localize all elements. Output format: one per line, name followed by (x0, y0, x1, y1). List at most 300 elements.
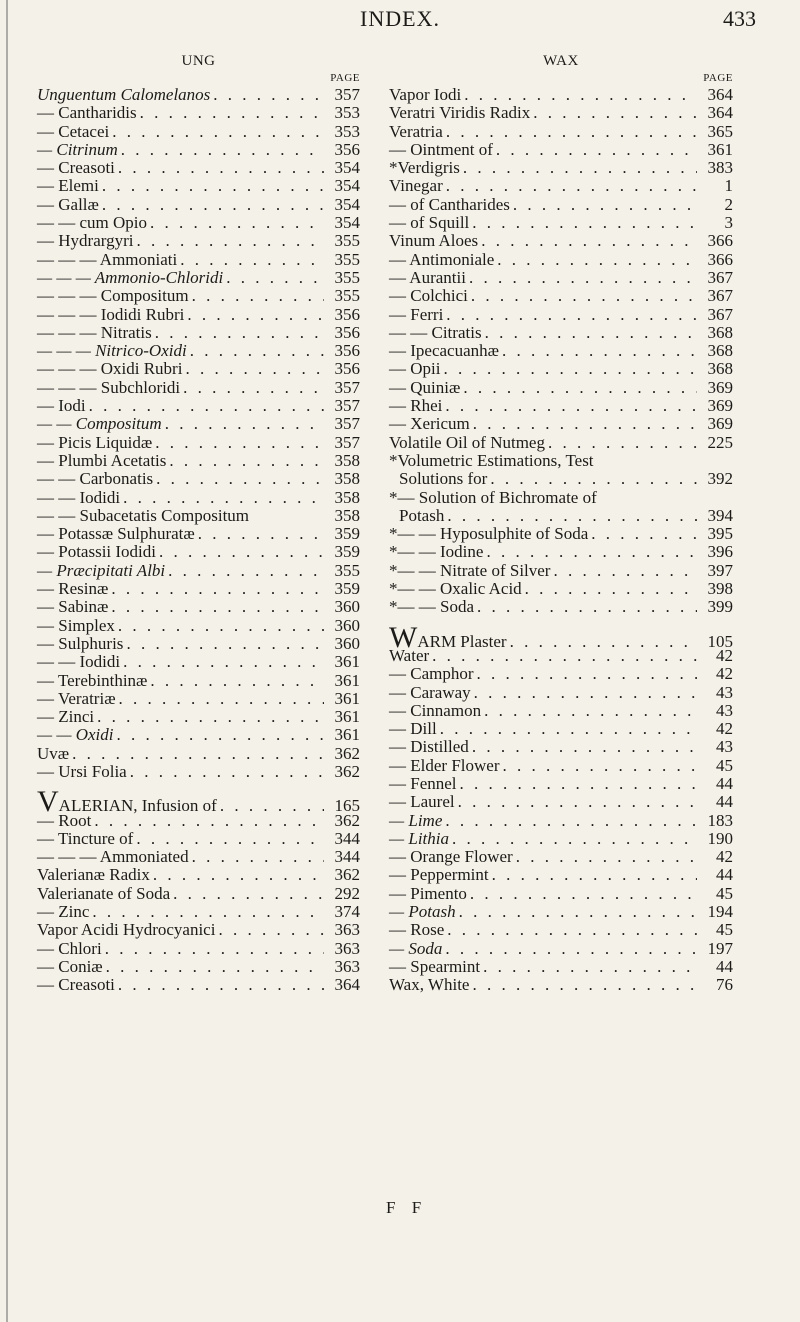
dot-leader (460, 159, 697, 177)
entry-text: — Zinci (37, 707, 95, 727)
index-entry (389, 251, 733, 269)
entry-text: — Citrinum (37, 139, 118, 159)
entry-text: — — — Iodidi Rubri (37, 304, 185, 324)
entry-text: — Lime (389, 810, 443, 830)
index-entry (389, 306, 733, 324)
dot-leader (471, 684, 697, 702)
entry-text: — Iodi (37, 396, 86, 416)
index-entry (37, 525, 360, 543)
index-entry (389, 598, 733, 616)
index-entry (37, 885, 360, 903)
entry-text: — Coniæ (37, 956, 103, 976)
entry-label (37, 507, 249, 525)
entry-text: — — Iodidi (37, 487, 121, 507)
entry-label (37, 342, 187, 360)
dot-leader (442, 940, 697, 958)
entry-label (389, 720, 437, 738)
entry-text: — Caraway (389, 682, 471, 702)
entry-label (37, 434, 152, 452)
dot-leader (165, 562, 324, 580)
index-entry (37, 848, 360, 866)
entry-page-number: 360 (334, 615, 360, 635)
entry-page-number: 1 (724, 176, 733, 196)
entry-text: *— — Soda (389, 597, 474, 617)
entry-page-number: 361 (334, 725, 360, 745)
right-page-heading: PAGE (703, 72, 733, 84)
index-entry (37, 452, 360, 470)
entry-label (389, 793, 455, 811)
entry-page-number: 362 (334, 761, 360, 781)
entry-page-number: 354 (334, 158, 360, 178)
index-entry (37, 489, 360, 507)
entry-page-number: 362 (334, 810, 360, 830)
entry-label (37, 672, 147, 690)
entry-label (37, 562, 165, 580)
entry-page-number: 361 (334, 707, 360, 727)
entry-text: — of Squill (389, 213, 470, 233)
entry-label (37, 653, 120, 671)
entry-label (389, 958, 480, 976)
index-entry (37, 562, 360, 580)
index-entry (37, 580, 360, 598)
entry-label (389, 287, 468, 305)
entry-page-number: 353 (334, 121, 360, 141)
entry-label (389, 507, 444, 525)
entry-label (389, 903, 456, 921)
entry-page-number: 44 (716, 773, 733, 793)
entry-label (389, 738, 469, 756)
entry-label (37, 397, 86, 415)
entry-label (37, 196, 99, 214)
entry-text: Veratria (389, 121, 443, 141)
dot-leader (442, 812, 697, 830)
entry-text: — — Citratis (389, 322, 482, 342)
page-edge-line (6, 0, 8, 1322)
entry-label (389, 684, 471, 702)
entry-label (37, 360, 182, 378)
entry-page-number: 43 (716, 737, 733, 757)
entry-text: ARM Plaster (417, 631, 507, 651)
entry-page-number: 45 (716, 920, 733, 940)
dot-leader (99, 196, 324, 214)
entry-label (389, 251, 494, 269)
entry-page-number: 357 (334, 432, 360, 452)
entry-page-number: 357 (334, 377, 360, 397)
index-entry (37, 672, 360, 690)
entry-text: — Picis Liquidæ (37, 432, 153, 452)
entry-page-number: 355 (334, 249, 360, 269)
entry-page-number: 357 (334, 414, 360, 434)
dot-leader (137, 104, 324, 122)
index-entry (389, 543, 733, 561)
entry-label (389, 866, 489, 884)
index-entry (37, 177, 360, 195)
index-entry (37, 812, 360, 830)
entry-page-number: 369 (707, 396, 733, 416)
entry-text: ALERIAN, Infusion of (58, 796, 217, 816)
left-column (37, 52, 360, 995)
entry-text: — Plumbi Acetatis (37, 450, 167, 470)
entry-page-number: 356 (334, 139, 360, 159)
index-entry (389, 141, 733, 159)
entry-label (37, 940, 102, 958)
entry-label (37, 104, 137, 122)
index-entry (389, 885, 733, 903)
entry-label (389, 470, 487, 488)
entry-label (37, 690, 116, 708)
entry-label (37, 525, 195, 543)
index-entry (37, 830, 360, 848)
entry-label (389, 269, 466, 287)
index-entry (389, 976, 733, 994)
dot-leader (189, 848, 324, 866)
entry-label (389, 196, 510, 214)
entry-text: — Hydrargyri (37, 231, 134, 251)
entry-text: *Verdigris (389, 158, 460, 178)
dot-leader (152, 434, 324, 452)
index-entry (37, 866, 360, 884)
entry-label (37, 415, 162, 433)
entry-label (37, 287, 189, 305)
dot-leader (467, 885, 697, 903)
entry-page-number: 363 (334, 938, 360, 958)
index-entry (389, 360, 733, 378)
entry-text: — Tincture of (37, 828, 134, 848)
dot-leader (223, 269, 324, 287)
index-entry (37, 232, 360, 250)
entry-label (37, 470, 153, 488)
index-entry (389, 793, 733, 811)
entry-text: — Resinæ (37, 579, 109, 599)
entry-text: — Ointment of (389, 139, 493, 159)
entry-label (389, 848, 513, 866)
entry-page-number: 359 (334, 579, 360, 599)
entry-text: — Veratriæ (37, 688, 116, 708)
entry-label (389, 123, 443, 141)
entry-text: — — Subacetatis Compositum (37, 505, 250, 525)
entry-text: — Ipecacuanhæ (389, 341, 499, 361)
index-entry (37, 543, 360, 561)
entry-text: — Lithia (389, 828, 449, 848)
entry-text: Vapor Iodi (389, 85, 462, 104)
dot-leader (99, 177, 324, 195)
entry-label (37, 617, 115, 635)
dot-leader (150, 866, 324, 884)
entry-page-number: 42 (716, 664, 733, 684)
entry-text: — — — Ammonio-Chloridi (37, 267, 224, 287)
entry-page-number: 357 (334, 396, 360, 416)
entry-label (389, 647, 429, 665)
entry-label (37, 269, 223, 287)
entry-label (37, 452, 166, 470)
entry-label (37, 903, 89, 921)
section-gap (389, 617, 733, 629)
entry-page-number: 44 (716, 865, 733, 885)
index-entry (389, 452, 733, 470)
dot-leader (91, 812, 324, 830)
entry-label (37, 379, 180, 397)
index-entry (389, 921, 733, 939)
index-entry (389, 958, 733, 976)
entry-label (389, 159, 460, 177)
entry-text: — Sulphuris (37, 633, 124, 653)
dot-leader (182, 360, 324, 378)
dot-leader (94, 708, 324, 726)
index-entry (389, 86, 733, 104)
entry-text: — — — Ammoniati (37, 249, 178, 269)
dot-leader (195, 525, 324, 543)
index-entry (389, 489, 733, 507)
index-entry (389, 738, 733, 756)
index-entry (37, 708, 360, 726)
entry-text: — — — Ammoniated (37, 847, 189, 867)
index-entry (37, 214, 360, 232)
index-entry (37, 269, 360, 287)
entry-label (389, 489, 597, 507)
entry-text: — Opii (389, 359, 441, 379)
entry-page-number: 165 (334, 796, 360, 816)
entry-text: Valerianæ Radix (37, 865, 150, 885)
index-entry (389, 287, 733, 305)
index-entry (37, 104, 360, 122)
entry-page-number: 365 (707, 121, 733, 141)
entry-page-number: 361 (334, 652, 360, 672)
index-entry (389, 525, 733, 543)
index-entry (389, 415, 733, 433)
dot-leader (108, 580, 324, 598)
dot-leader (461, 86, 697, 104)
entry-page-number: 395 (707, 524, 733, 544)
entry-page-number: 367 (707, 286, 733, 306)
entry-label (37, 543, 156, 561)
dot-leader (457, 775, 697, 793)
index-entry (37, 653, 360, 671)
dot-leader (120, 653, 324, 671)
entry-label (37, 958, 103, 976)
index-entry (37, 141, 360, 159)
entry-page-number: 2 (724, 194, 733, 214)
right-column (389, 52, 733, 995)
entry-label (389, 177, 443, 195)
index-entry (37, 251, 360, 269)
dot-leader (133, 830, 324, 848)
index-entry (389, 830, 733, 848)
entry-page-number: 354 (334, 176, 360, 196)
entry-label (389, 940, 442, 958)
entry-page-number: 292 (334, 883, 360, 903)
right-entry-list (389, 86, 733, 617)
entry-label (37, 885, 170, 903)
dot-leader (499, 757, 697, 775)
entry-page-number: 369 (707, 377, 733, 397)
entry-label (37, 635, 123, 653)
entry-text: — — — Oxidi Rubri (37, 359, 183, 379)
entry-text: — Creasoti (37, 158, 115, 178)
index-entry (389, 562, 733, 580)
entry-label (389, 976, 469, 994)
dot-leader (449, 830, 697, 848)
entry-text: — Potash (389, 902, 456, 922)
entry-page-number: 42 (716, 719, 733, 739)
entry-page-number: 354 (334, 213, 360, 233)
entry-page-number: 105 (707, 631, 733, 651)
dot-leader (470, 415, 697, 433)
entry-text: *— — Oxalic Acid (389, 579, 522, 599)
dot-leader (588, 525, 697, 543)
entry-text: — Colchici (389, 286, 468, 306)
entry-label (389, 452, 594, 470)
entry-label (389, 232, 478, 250)
entry-label (37, 123, 109, 141)
index-entry (37, 434, 360, 452)
index-entry (37, 635, 360, 653)
entry-label (37, 708, 94, 726)
dot-leader (444, 921, 697, 939)
entry-label (37, 921, 215, 939)
index-entry (37, 690, 360, 708)
entry-label (37, 848, 189, 866)
index-entry (389, 196, 733, 214)
entry-page-number: 353 (334, 103, 360, 123)
entry-text: — Ferri (389, 304, 444, 324)
entry-text: Volatile Oil of Nutmeg (389, 432, 545, 452)
dot-leader (456, 903, 697, 921)
index-entry (37, 470, 360, 488)
index-entry (389, 232, 733, 250)
entry-text: — Zinc (37, 902, 90, 922)
entry-text: — — Carbonatis (37, 469, 154, 489)
entry-label (389, 885, 467, 903)
dot-leader (443, 123, 697, 141)
dot-leader (545, 434, 697, 452)
entry-text: Uvæ (37, 743, 70, 763)
entry-text: — Cantharidis (37, 103, 137, 123)
entry-label (389, 86, 461, 104)
index-entry (37, 507, 360, 525)
entry-page-number: 361 (334, 670, 360, 690)
entry-page-number: 197 (707, 938, 733, 958)
entry-text: — — Oxidi (37, 725, 114, 745)
entry-page-number: 355 (334, 267, 360, 287)
dot-leader (429, 647, 697, 665)
left-page-heading: PAGE (330, 72, 360, 84)
entry-label (37, 306, 184, 324)
dot-leader (118, 141, 324, 159)
entry-page-number: 394 (707, 505, 733, 525)
entry-text: Potash (399, 505, 445, 525)
dot-leader (170, 885, 324, 903)
entry-label (389, 379, 460, 397)
dot-leader (133, 232, 324, 250)
dot-leader (493, 141, 697, 159)
entry-page-number: 344 (334, 847, 360, 867)
dot-leader (474, 665, 697, 683)
index-entry (37, 159, 360, 177)
dot-leader (468, 287, 697, 305)
entry-text: — Spearmint (389, 956, 481, 976)
entry-text: — Antimoniale (389, 249, 495, 269)
index-entry (37, 976, 360, 994)
index-entry (37, 617, 360, 635)
index-entry (389, 324, 733, 342)
dot-leader (215, 921, 324, 939)
entry-label (37, 745, 69, 763)
entry-label (389, 214, 469, 232)
dot-leader (116, 690, 324, 708)
entry-page-number: 363 (334, 920, 360, 940)
entry-text: — Camphor (389, 664, 474, 684)
dot-leader (102, 940, 324, 958)
entry-page-number: 364 (707, 85, 733, 104)
entry-text: — Elemi (37, 176, 99, 196)
entry-label (37, 214, 147, 232)
entry-page-number: 355 (334, 560, 360, 580)
entry-text: — Rose (389, 920, 445, 940)
dot-leader (499, 342, 697, 360)
entry-label (37, 812, 91, 830)
entry-text: Veratri Viridis Radix (389, 103, 531, 123)
entry-text: — — Iodidi (37, 652, 121, 672)
index-entry (37, 903, 360, 921)
entry-label (389, 543, 483, 561)
entry-text: — Distilled (389, 737, 469, 757)
index-entry (389, 647, 733, 665)
entry-text: — Peppermint (389, 865, 489, 885)
entry-page-number: 383 (707, 158, 733, 178)
index-entry (389, 903, 733, 921)
index-entry (37, 360, 360, 378)
index-entry (389, 702, 733, 720)
entry-text: — Præcipitati Albi (37, 560, 166, 580)
dot-leader (489, 866, 697, 884)
dot-leader (103, 958, 324, 976)
entry-text: — — — Compositum (37, 286, 189, 306)
dot-leader (123, 635, 324, 653)
right-entry-list-w (389, 620, 733, 995)
dot-leader (443, 177, 697, 195)
entry-page-number: 42 (716, 645, 733, 665)
entry-text: — Chlori (37, 938, 102, 958)
dot-leader (184, 306, 324, 324)
entry-label (389, 306, 443, 324)
entry-text: — Sabinæ (37, 597, 109, 617)
entry-text: — Xericum (389, 414, 470, 434)
entry-label (389, 598, 474, 616)
index-entry (389, 159, 733, 177)
entry-text: — Pimento (389, 883, 467, 903)
dot-leader (550, 562, 697, 580)
entry-page-number: 398 (707, 579, 733, 599)
entry-page-number: 362 (334, 743, 360, 763)
entry-page-number: 76 (716, 975, 733, 995)
entry-label (389, 580, 522, 598)
entry-page-number: 362 (334, 865, 360, 885)
entry-page-number: 45 (716, 883, 733, 903)
entry-page-number: 45 (716, 755, 733, 775)
dot-leader (120, 489, 324, 507)
entry-page-number: 361 (707, 139, 733, 159)
dot-leader (480, 958, 697, 976)
index-entry (389, 379, 733, 397)
entry-text: *— — Hyposulphite of Soda (389, 524, 589, 544)
dot-leader (115, 617, 324, 635)
entry-page-number: 358 (334, 469, 360, 489)
dot-leader (86, 397, 324, 415)
entry-text: — Root (37, 810, 92, 830)
index-entry (37, 342, 360, 360)
entry-page-number: 42 (716, 847, 733, 867)
entry-text: — Dill (389, 719, 437, 739)
